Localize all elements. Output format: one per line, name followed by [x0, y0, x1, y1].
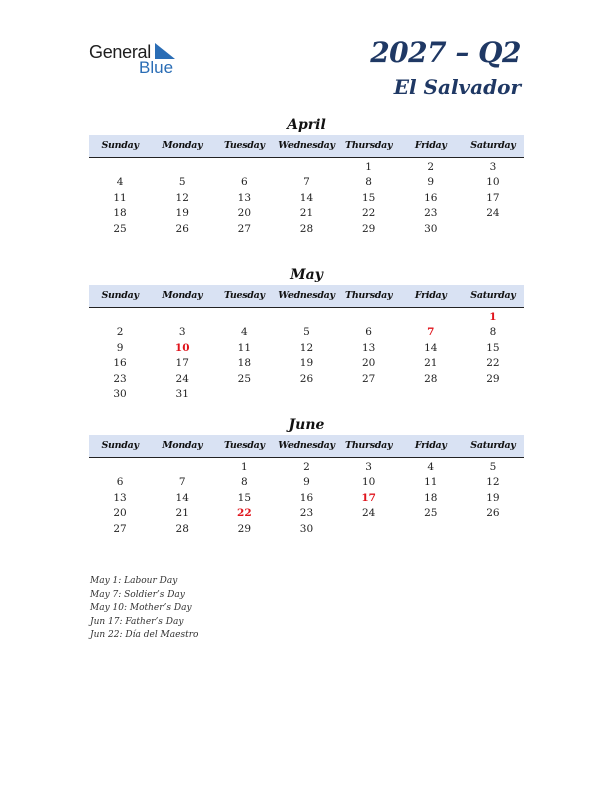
calendar-day: 13 — [113, 491, 127, 504]
calendar-day — [89, 160, 151, 175]
calendar-day: 9 — [427, 176, 435, 189]
calendar-day: 12 — [299, 341, 314, 354]
calendar-day: 6 — [365, 326, 372, 339]
calendar-day: 20 — [237, 207, 252, 220]
calendar-day — [275, 160, 337, 175]
calendar-day — [338, 310, 400, 325]
calendar-day: 20 — [113, 507, 127, 520]
calendar-day: 28 — [299, 222, 314, 235]
week-row — [89, 506, 524, 521]
week-row — [89, 491, 524, 506]
calendar-day: 28 — [424, 372, 438, 385]
calendar-day: 31 — [175, 387, 189, 400]
calendar-day: 23 — [113, 372, 127, 385]
calendar-day: 27 — [237, 222, 252, 235]
calendar-day: 2 — [116, 326, 124, 339]
calendar-day — [400, 387, 462, 402]
calendar-day — [89, 460, 151, 475]
calendar-day: 4 — [116, 176, 124, 189]
weekday-header — [89, 285, 524, 308]
calendar-day: 20 — [361, 357, 376, 370]
calendar-day — [213, 310, 275, 325]
week-row — [89, 206, 524, 221]
calendar-day: 9 — [116, 341, 124, 354]
calendar-day: 16 — [424, 191, 438, 204]
weekday-label: Thursday — [345, 140, 393, 151]
weekday-label: Tuesday — [223, 440, 265, 451]
calendar-day: 16 — [299, 491, 314, 504]
month-may — [89, 265, 524, 402]
calendar-day: 12 — [175, 191, 189, 204]
calendar-day: 24 — [175, 372, 189, 385]
calendar-day: 21 — [424, 357, 438, 370]
calendar-day: 7 — [303, 176, 310, 189]
weekday-label: Tuesday — [223, 290, 265, 301]
week-row — [89, 387, 524, 402]
calendar-day: 22 — [486, 357, 500, 370]
calendar-day: 18 — [237, 357, 252, 370]
calendar-day: 3 — [489, 161, 497, 173]
week-row — [89, 522, 524, 537]
calendar-day — [213, 387, 275, 402]
calendar-day — [151, 310, 213, 325]
calendar-day — [89, 310, 151, 325]
weekday-label: Saturday — [470, 290, 516, 301]
logo-text-blue: Blue — [139, 58, 174, 77]
weekday-label: Thursday — [345, 440, 393, 451]
weekday-label: Sunday — [101, 440, 139, 451]
month-name: June — [288, 417, 325, 433]
calendar-day: 13 — [237, 191, 252, 204]
calendar-day — [213, 160, 275, 175]
weekday-header — [89, 135, 524, 158]
week-row — [89, 372, 524, 387]
week-row — [89, 356, 524, 371]
calendar-day: 23 — [424, 207, 438, 220]
calendar-day: 5 — [303, 326, 310, 339]
calendar-day: 17 — [175, 357, 189, 370]
calendar-day: 10 — [361, 476, 376, 489]
calendar-day: 2 — [427, 161, 435, 173]
calendar-day: 29 — [486, 372, 500, 385]
calendar-day: 27 — [113, 522, 127, 535]
holiday-date: 7 — [427, 326, 435, 339]
weekday-label: Monday — [162, 290, 203, 301]
weekday-label: Thursday — [345, 290, 393, 301]
calendar-day: 4 — [241, 326, 248, 339]
calendar-day: 21 — [299, 207, 314, 220]
holiday-entry: Jun 17: Father’s Day — [90, 616, 184, 627]
calendar-day: 3 — [365, 461, 372, 473]
calendar-day: 24 — [486, 207, 500, 220]
week-row — [89, 191, 524, 206]
holiday-date: 22 — [237, 507, 252, 520]
week-row — [89, 325, 524, 340]
holiday-entry: May 7: Soldier’s Day — [90, 589, 185, 600]
calendar-day: 18 — [424, 491, 438, 504]
calendar-day: 26 — [175, 222, 189, 235]
calendar-day — [462, 522, 524, 537]
weekday-label: Sunday — [101, 140, 139, 151]
calendar-day — [151, 160, 213, 175]
calendar-day: 30 — [424, 222, 438, 235]
calendar-day: 1 — [241, 461, 248, 473]
weekday-label: Sunday — [101, 290, 139, 301]
weekday-label: Friday — [414, 440, 447, 451]
calendar-day: 6 — [116, 476, 124, 489]
calendar-day: 4 — [427, 461, 435, 473]
calendar-day: 29 — [361, 222, 376, 235]
calendar-day: 28 — [175, 522, 189, 535]
calendar-day: 23 — [299, 507, 314, 520]
calendar-day — [275, 387, 337, 402]
calendar-day — [275, 310, 337, 325]
weekday-label: Monday — [162, 140, 203, 151]
calendar-day: 19 — [175, 207, 189, 220]
holiday-date: 17 — [361, 491, 376, 504]
calendar-day: 9 — [303, 476, 310, 489]
calendar-day: 15 — [486, 341, 500, 354]
calendar-day: 8 — [489, 326, 497, 339]
generalblue-logo — [89, 42, 199, 78]
weekday-label: Tuesday — [223, 140, 265, 151]
calendar-day: 15 — [237, 491, 252, 504]
holiday-date: 10 — [174, 341, 190, 354]
weekday-label: Saturday — [470, 440, 516, 451]
calendar-day: 5 — [489, 461, 497, 473]
weekday-label: Monday — [162, 440, 203, 451]
calendar-day — [338, 522, 400, 537]
week-row — [89, 341, 524, 356]
holiday-entry: May 1: Labour Day — [90, 576, 178, 586]
logo-text-general: General — [89, 42, 151, 62]
calendar-day — [462, 222, 524, 237]
calendar-day: 5 — [178, 176, 186, 189]
calendar-day — [462, 387, 524, 402]
calendar-day — [400, 522, 462, 537]
calendar-day: 21 — [175, 507, 189, 520]
weekday-label: Wednesday — [278, 440, 335, 451]
calendar-day: 22 — [361, 207, 376, 220]
month-april — [89, 115, 524, 237]
calendar-day: 25 — [113, 222, 127, 235]
calendar-day: 26 — [299, 372, 314, 385]
calendar-day: 11 — [237, 341, 252, 354]
calendar-day: 29 — [237, 522, 252, 535]
calendar-day: 6 — [241, 176, 248, 189]
holiday-list — [90, 575, 198, 643]
calendar-day: 26 — [486, 507, 500, 520]
month-name: April — [287, 117, 326, 133]
calendar-day: 18 — [113, 207, 127, 220]
week-row — [89, 175, 524, 190]
weekday-label: Wednesday — [278, 290, 335, 301]
calendar-day: 15 — [361, 191, 376, 204]
calendar-day: 25 — [424, 507, 438, 520]
calendar-day: 12 — [486, 476, 500, 489]
calendar-day: 24 — [361, 507, 376, 520]
calendar-day: 11 — [424, 476, 438, 489]
week-row — [89, 222, 524, 237]
calendar-day: 19 — [299, 357, 314, 370]
weekday-label: Wednesday — [278, 140, 335, 151]
month-name: May — [290, 267, 323, 283]
calendar-day: 13 — [361, 341, 376, 354]
calendar-day — [338, 387, 400, 402]
calendar-day: 14 — [299, 191, 314, 204]
calendar-day: 2 — [303, 461, 310, 473]
calendar-day: 3 — [178, 326, 186, 339]
holiday-entry: May 10: Mother’s Day — [90, 603, 192, 613]
weekday-label: Friday — [414, 290, 447, 301]
calendar-day: 8 — [365, 176, 372, 189]
week-row — [89, 160, 524, 175]
week-row — [89, 460, 524, 475]
calendar-day: 17 — [486, 191, 500, 204]
holiday-entry: Jun 22: Día del Maestro — [90, 630, 199, 640]
calendar-day: 14 — [424, 341, 438, 354]
calendar-day: 25 — [237, 372, 252, 385]
calendar-day: 10 — [486, 176, 500, 189]
month-june — [89, 415, 524, 537]
calendar-day: 19 — [486, 491, 500, 504]
page-title: 2027 – Q2 — [370, 36, 521, 69]
week-row — [89, 310, 524, 325]
calendar-day: 30 — [299, 522, 314, 535]
calendar-day: 8 — [241, 476, 248, 489]
calendar-day: 30 — [113, 387, 127, 400]
calendar-day — [400, 310, 462, 325]
calendar-day: 16 — [113, 357, 127, 370]
weekday-label: Saturday — [470, 140, 516, 151]
weekday-header — [89, 435, 524, 458]
calendar-day: 14 — [175, 491, 189, 504]
logo-triangle-icon — [155, 43, 175, 59]
calendar-day: 11 — [113, 191, 127, 204]
weekday-label: Friday — [414, 140, 447, 151]
calendar-day — [151, 460, 213, 475]
week-row — [89, 475, 524, 490]
calendar-day: 27 — [361, 372, 376, 385]
calendar-day: 7 — [178, 476, 186, 489]
calendar-day: 1 — [365, 161, 372, 173]
country-name: El Salvador — [393, 75, 521, 99]
holiday-date: 1 — [489, 311, 497, 323]
